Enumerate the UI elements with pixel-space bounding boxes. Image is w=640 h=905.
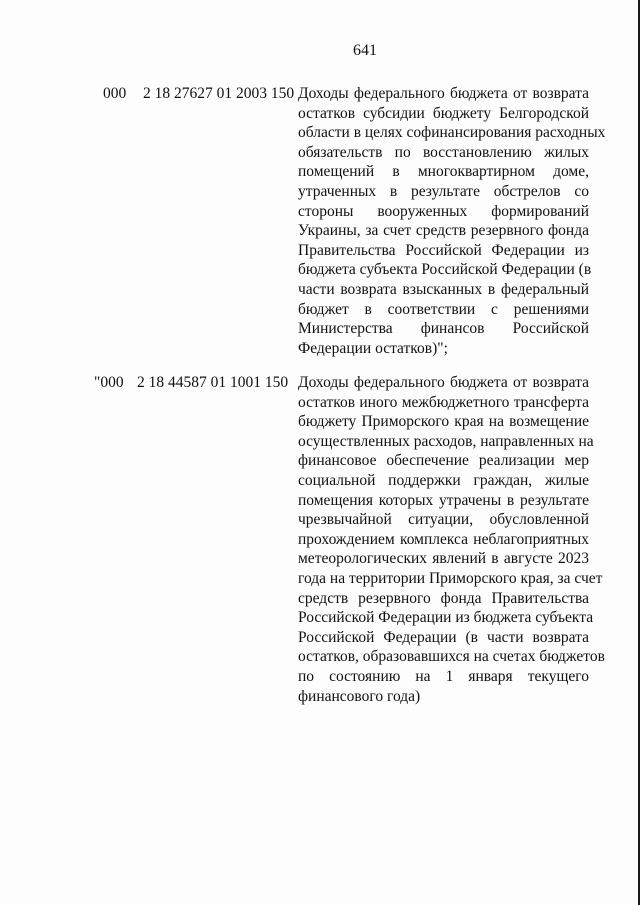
description-line: бюджет в соответствии с решениями	[298, 300, 589, 318]
description-line: по состоянию на 1 января текущего	[298, 667, 589, 685]
budget-classification-code: 2 18 44587 01 1001 150	[137, 374, 289, 391]
description-line: чрезвычайной ситуации, обусловленной	[298, 511, 589, 529]
description-line: остатков, образовавшихся на счетах бюджетов	[298, 648, 605, 666]
page-number: 641	[353, 42, 377, 59]
description-line: остатков иного межбюджетного трансферта	[298, 393, 589, 411]
description-line: финансового года)	[298, 687, 421, 705]
description-line: социальной поддержки граждан, жилые	[298, 471, 589, 489]
description-line: остатков субсидии бюджету Белгородской	[298, 104, 589, 122]
description-line: Доходы федерального бюджета от возврата	[298, 85, 589, 102]
description-line: Федерации остатков)";	[298, 339, 448, 357]
description-line: бюджета субъекта Российской Федерации (в	[298, 261, 592, 279]
description-line: области в целях софинансирования расходных	[298, 124, 606, 142]
description-line: помещений в многоквартирном доме,	[298, 163, 589, 181]
description-line: обязательств по восстановлению жилых	[298, 143, 589, 161]
description-line: Правительства Российской Федерации из	[298, 241, 589, 259]
entry-description	[298, 373, 605, 706]
description-line: года на территории Приморского края, за счет	[298, 569, 603, 587]
description-line: средств резервного фонда Правительства	[298, 589, 589, 607]
description-line: Министерства финансов Российской	[298, 320, 589, 338]
description-line: Российской Федерации из бюджета субъекта	[298, 609, 594, 627]
description-line: утраченных в результате обстрелов со	[298, 182, 589, 200]
description-line: осуществленных расходов, направленных на	[298, 432, 594, 450]
admin-code: 000	[103, 85, 127, 102]
description-line: прохождением комплекса неблагоприятных	[298, 530, 589, 548]
description-line: части возврата взысканных в федеральный	[298, 280, 589, 298]
description-line: Доходы федерального бюджета от возврата	[298, 374, 589, 391]
admin-code: "000	[94, 374, 124, 391]
description-line: стороны вооруженных формирований	[298, 202, 589, 220]
description-line: Украины, за счет средств резервного фонда	[298, 222, 589, 240]
description-line: метеорологических явлений в августе 2023	[298, 550, 589, 568]
description-line: финансовое обеспечение реализации мер	[298, 452, 589, 470]
budget-classification-code: 2 18 27627 01 2003 150	[143, 85, 295, 102]
entry-description	[298, 84, 606, 358]
description-line: Российской Федерации (в части возврата	[298, 628, 589, 646]
description-line: помещения которых утрачены в результате	[298, 491, 589, 509]
description-line: бюджету Приморского края на возмещение	[298, 413, 589, 431]
